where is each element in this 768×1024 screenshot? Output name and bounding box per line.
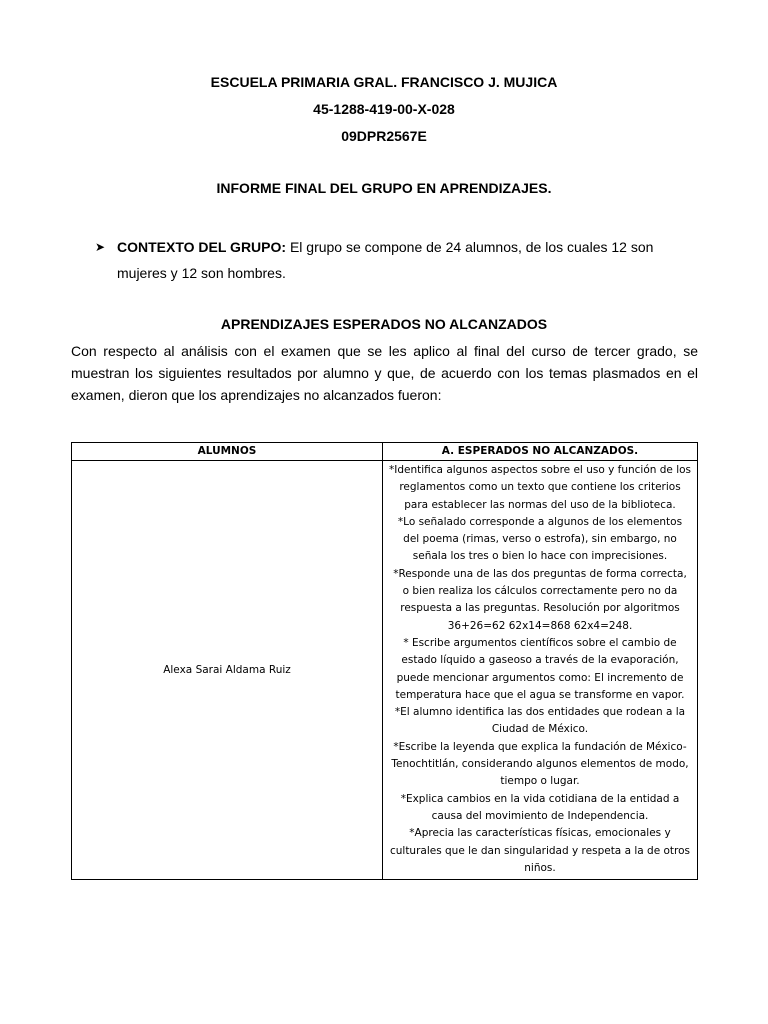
context-body: El grupo se compone de 24 alumnos, de los cuales 12 son mujeres y 12 son hombres. [117,239,654,281]
learning-item: *Aprecia las características físicas, emocionales y culturales que le dan singularidad y respeta a la de otros niños. [389,827,691,874]
intro-paragraph: Con respecto al análisis con el examen que se les aplico al final del curso de tercer grado, se muestran los siguientes resultados por alumno y que, de acuerdo con los temas plasmados en el examen, dieron que los aprendizajes no alcanzados fueron: [71,343,698,403]
learning-item: * Escribe argumentos científicos sobre el cambio de estado líquido a gaseoso a través de la evaporación, puede mencionar argumentos como: El incremento de temperatura hace que el agua se transforme en vapor. [395,636,685,701]
learning-item: *Explica cambios en la vida cotidiana de la entidad a causa del movimiento de Independencia. [400,792,680,822]
learning-item: *Identifica algunos aspectos sobre el uso y función de los reglamentos como un texto que contiene los criterios para establecer las normas del uso de la biblioteca. [389,464,692,511]
context-text [117,234,705,286]
table-row [72,461,698,880]
context-paragraph [95,234,705,286]
unmet-learnings-cell [383,461,698,880]
learning-item: *Responde una de las dos preguntas de forma correcta, o bien realiza los cálculos correctamente pero no da respuesta a las preguntas. Resolución por algoritmos 36+26=62 62x14=868 62x4=248. [393,567,687,632]
column-header-students: ALUMNOS [72,443,383,461]
section-title: APRENDIZAJES ESPERADOS NO ALCANZADOS [220,316,548,332]
arrow-bullet-icon: ➤ [95,240,106,254]
results-table [71,442,698,880]
table-header-row [72,443,698,461]
student-name: Alexa Sarai Aldama Ruiz [72,461,383,880]
learning-item: *Escribe la leyenda que explica la fundación de México-Tenochtitlán, considerando algunos elementos de modo, tiempo o lugar. [391,740,689,788]
learning-item: *El alumno identifica las dos entidades que rodean a la Ciudad de México. [394,706,686,736]
report-title: INFORME FINAL DEL GRUPO EN APRENDIZAJES. [216,180,552,196]
learning-item: *Lo señalado corresponde a algunos de los elementos del poema (rimas, verso o estrofa), sin embargo, no señala los tres o bien lo hace con imprecisiones. [397,515,683,563]
context-label: CONTEXTO DEL GRUPO: [117,239,287,255]
school-key: 09DPR2567E [341,128,427,144]
school-name: ESCUELA PRIMARIA GRAL. FRANCISCO J. MUJICA [210,74,558,90]
column-header-expected: A. ESPERADOS NO ALCANZADOS. [383,443,698,461]
school-code: 45-1288-419-00-X-028 [313,101,455,117]
